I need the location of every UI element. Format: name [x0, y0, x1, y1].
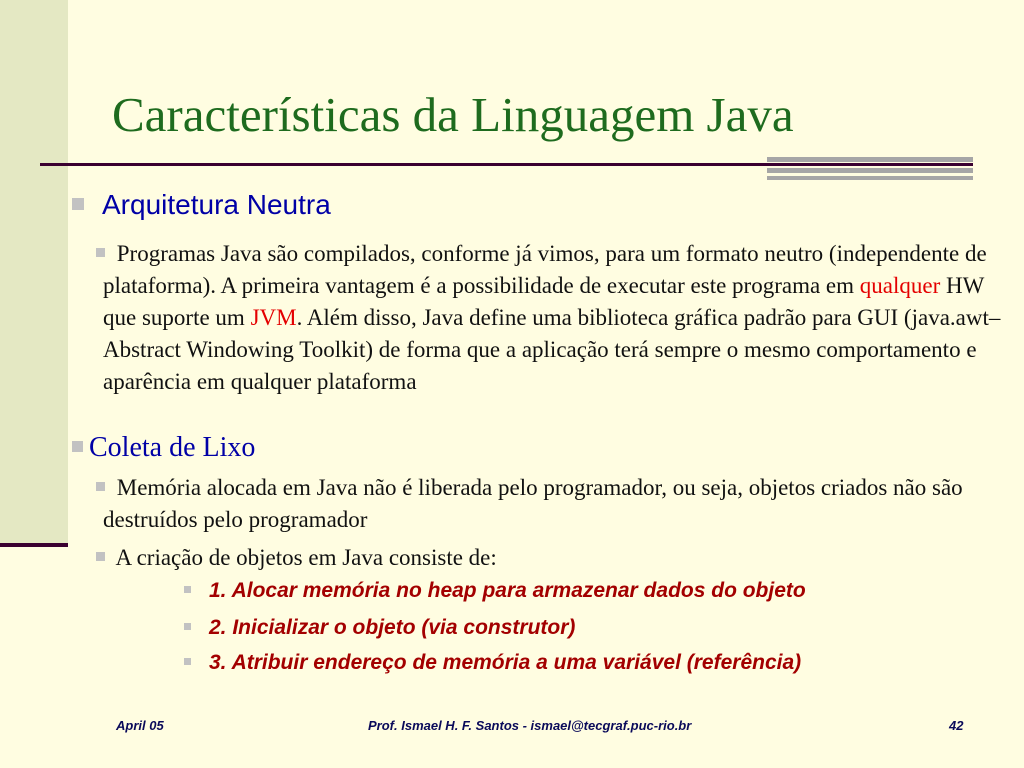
square-bullet-icon [184, 623, 191, 630]
square-bullet-icon [184, 586, 191, 593]
square-bullet-icon [72, 441, 83, 452]
paragraph-memoria-text: Memória alocada em Java não é liberada pelo programador, ou seja, objetos criados não são destruídos pelo programador [103, 475, 963, 532]
heading-arquitetura: Arquitetura Neutra [102, 189, 331, 220]
paragraph-part-3: . Além disso, Java define uma biblioteca gráfica padrão para GUI (java.awt–Abstract Windowing Toolkit) de forma que a aplicação terá sempre o mesmo comportamento e aparência em qualquer plataforma [103, 305, 1001, 394]
square-bullet-icon [72, 198, 84, 210]
step-3 [184, 651, 801, 675]
highlight-qualquer: qualquer [859, 273, 941, 298]
step-2 [184, 616, 575, 640]
footer-author: Prof. Ismael H. F. Santos - ismael@tecgraf.puc-rio.br [368, 718, 692, 733]
paragraph-memoria [103, 472, 1003, 536]
slide-title: Características da Linguagem Java [112, 87, 794, 142]
step-1-text: 1. Alocar memória no heap para armazenar dados do objeto [209, 579, 806, 602]
sidebar-divider [0, 543, 68, 547]
step-3-text: 3. Atribuir endereço de memória a uma variável (referência) [209, 651, 802, 674]
bullet-arquitetura-neutra [72, 189, 331, 221]
bullet-coleta-de-lixo [72, 432, 255, 464]
square-bullet-icon [96, 248, 105, 257]
square-bullet-icon [96, 552, 105, 561]
heading-coleta: Coleta de Lixo [89, 432, 256, 463]
step-2-text: 2. Inicializar o objeto (via construtor) [209, 616, 576, 639]
square-bullet-icon [96, 482, 105, 491]
paragraph-part-2: HW que suporte um [103, 273, 984, 330]
paragraph-criacao-text: A criação de objetos em Java consiste de: [115, 545, 497, 570]
highlight-jvm: JVM [250, 305, 297, 330]
paragraph-arquitetura [103, 238, 1003, 398]
step-1 [184, 579, 806, 603]
footer-page-number: 42 [949, 718, 964, 733]
footer-date: April 05 [116, 718, 164, 733]
paragraph-criacao [103, 542, 1003, 574]
paragraph-part-1: Programas Java são compilados, conforme já vimos, para um formato neutro (independente de plataforma). A primeira vantagem é a possibilidade de executar este programa em [103, 241, 987, 298]
decorative-bars [767, 157, 973, 181]
square-bullet-icon [184, 658, 191, 665]
left-sidebar-band [0, 0, 68, 543]
